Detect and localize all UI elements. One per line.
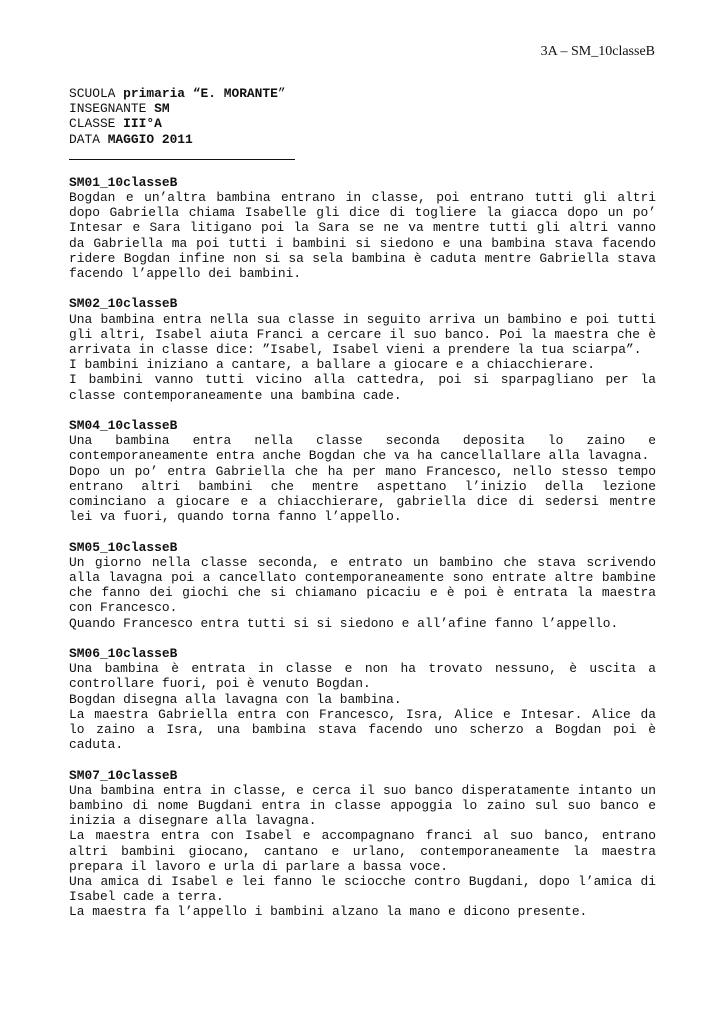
meta-teacher-value: SM	[154, 101, 170, 117]
section-sm05-10classeb	[69, 540, 656, 631]
section-title: SM07_10classeB	[69, 767, 178, 783]
meta-block	[69, 86, 656, 147]
section-title: SM01_10classeB	[69, 174, 178, 190]
section-paragraph: Bogdan disegna alla lavagna con la bambina.	[69, 691, 402, 707]
meta-teacher-label: INSEGNANTE	[69, 101, 155, 117]
sections-container	[69, 175, 656, 920]
meta-school-value: primaria “E. MORANTE	[123, 86, 278, 101]
meta-school-label: SCUOLA	[69, 86, 124, 101]
section-sm01-10classeb	[69, 175, 656, 281]
section-sm04-10classeb	[69, 418, 656, 524]
meta-teacher	[69, 101, 656, 116]
section-paragraph: Una bambina entra nella sua classe in seguito arriva un bambino e poi tutti gli altri, Isabel aiuta Franci a cercare il suo banco. Poi la maestra che è arrivata in classe dice: ”Isabel, Isabel vieni a prendere la tua sciarpa”.	[69, 311, 656, 358]
meta-class-label: CLASSE	[69, 116, 124, 132]
section-paragraph: Una bambina entra nella classe seconda deposita lo zaino e contemporaneamente entra anche Bogdan che va ha cancellallare alla lavagna.	[69, 433, 656, 464]
meta-date-value: MAGGIO 2011	[107, 131, 193, 147]
section-paragraph: I bambini vanno tutti vicino alla cattedra, poi si sparpagliano per la classe contemporaneamente una bambina cade.	[69, 372, 656, 403]
section-paragraph: Una amica di Isabel e lei fanno le sciocche contro Bugdani, dopo l’amica di Isabel cade a terra.	[69, 874, 656, 905]
section-paragraph: Una bambina è entrata in classe e non ha trovato nessuno, è uscita a controllare fuori, poi è venuto Bogdan.	[69, 661, 656, 692]
section-paragraph: La maestra entra con Isabel e accompagnano franci al suo banco, entrano altri bambini giocano, cantano e urlano, contemporaneamente la maestra prepara il lavoro e urla di parlare a bassa voce.	[69, 828, 656, 874]
document-body	[69, 86, 656, 935]
horizontal-rule	[69, 159, 295, 160]
section-title: SM06_10classeB	[69, 646, 178, 662]
section-title: SM05_10classeB	[69, 539, 178, 555]
meta-school-suffix: ”	[277, 86, 286, 101]
meta-class	[69, 116, 656, 131]
section-paragraph: Bogdan e un’altra bambina entrano in classe, poi entrano tutti gli altri dopo Gabriella chiama Isabelle gli dice di togliere la giacca dopo un po’ Intesar e Sara litigano poi la Sara se ne va mentre tutti gli altri vanno da Gabriella ma poi tutti i bambini si siedono e una bambina stava facendo ridere Bogdan infine non si sa sela bambina è caduta mentre Gabriella stava facendo l’appello dei bambini.	[69, 190, 656, 282]
section-title: SM02_10classeB	[69, 296, 178, 312]
section-title: SM04_10classeB	[69, 418, 178, 434]
meta-date-label: DATA	[69, 131, 108, 147]
section-paragraph: Una bambina entra in classe, e cerca il suo banco disperatamente intanto un bambino di nome Bugdani entra in classe appoggia lo zaino sul suo banco e inizia a disegnare alla lavagna.	[69, 782, 656, 829]
section-paragraph: La maestra fa l’appello i bambini alzano la mano e dicono presente.	[69, 904, 588, 920]
section-sm02-10classeb	[69, 296, 656, 402]
document-code: 3A – SM_10classeB	[540, 44, 655, 59]
section-paragraph: La maestra Gabriella entra con Francesco, Isra, Alice e Intesar. Alice da lo zaino a Isra, una bambina stava facendo uno scherzo a Bogdan poi è caduta.	[69, 706, 656, 753]
meta-school	[69, 86, 656, 101]
section-sm07-10classeb	[69, 768, 656, 920]
section-paragraph: Dopo un po’ entra Gabriella che ha per mano Francesco, nello stesso tempo entrano altri bambini che mentre aspettano l’inizio della lezione cominciano a giocare e a chiacchierare, gabriella dice di sedersi mentre lei va fuori, quando torna fanno l’appello.	[69, 463, 656, 525]
meta-date	[69, 132, 656, 147]
section-paragraph: Un giorno nella classe seconda, e entrato un bambino che stava scrivendo alla lavagna poi a cancellato contemporaneamente sono entrate altre bambine che fanno dei giochi che si chiamano picaciu e è poi è entrata la maestra con Francesco.	[69, 554, 656, 616]
section-paragraph: I bambini iniziano a cantare, a ballare a giocare e a chiacchierare.	[69, 357, 596, 373]
section-paragraph: Quando Francesco entra tutti si si siedono e all’afine fanno l’appello.	[69, 615, 619, 631]
meta-class-value: III°A	[123, 116, 162, 132]
section-sm06-10classeb	[69, 646, 656, 752]
